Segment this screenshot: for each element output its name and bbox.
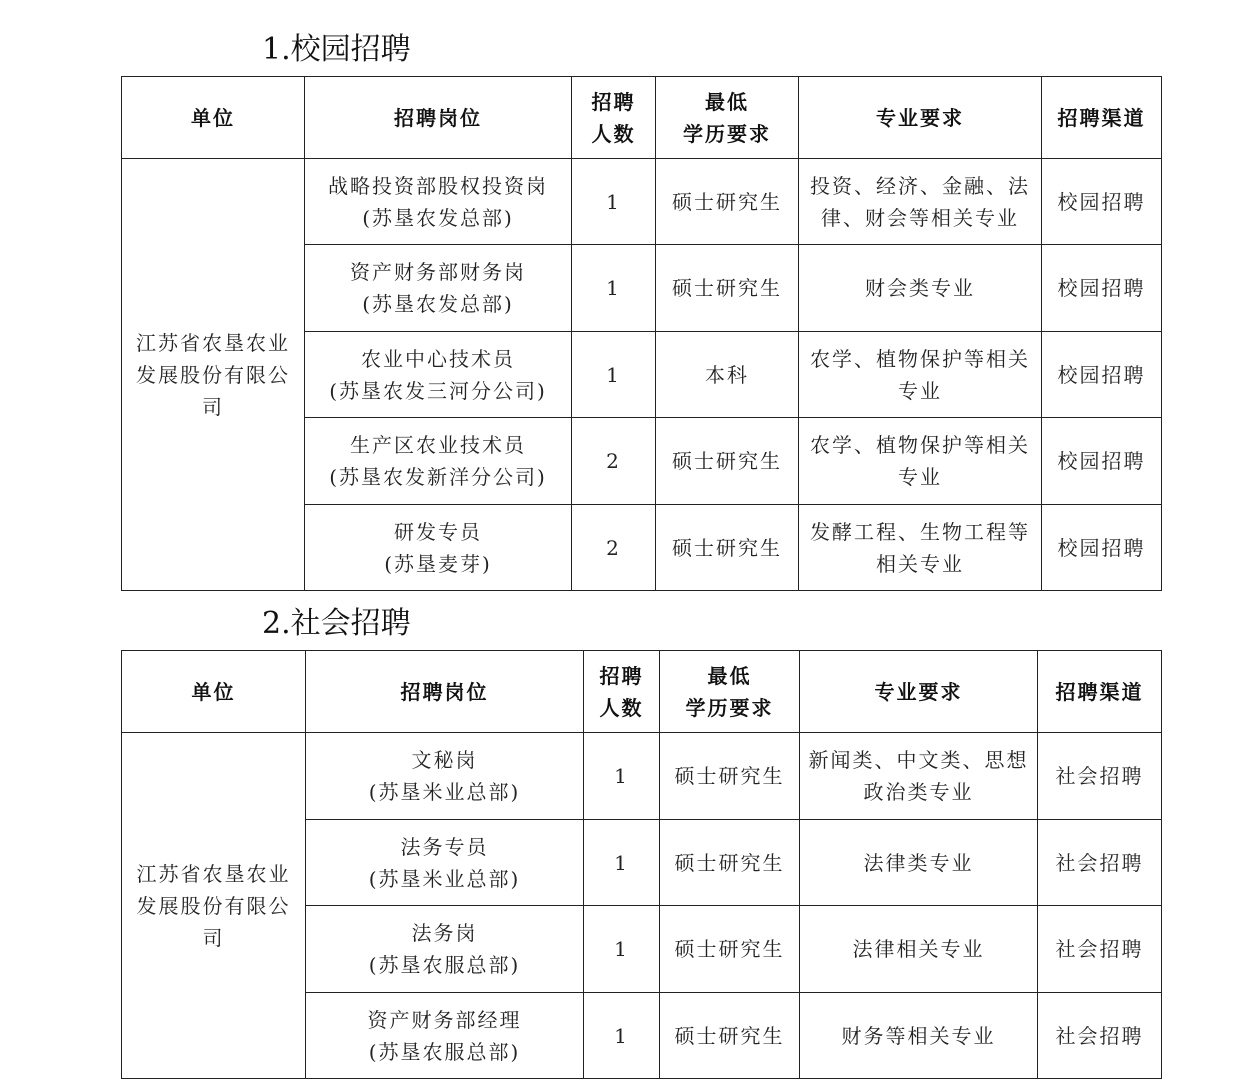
count-cell: 1 (584, 906, 660, 993)
count-cell: 1 (584, 820, 660, 906)
header-position: 招聘岗位 (306, 651, 584, 733)
position-cell: 农业中心技术员 (苏垦农发三河分公司) (305, 332, 572, 418)
education-cell: 硕士研究生 (660, 993, 800, 1079)
count-cell: 1 (572, 159, 656, 245)
header-unit: 单位 (122, 77, 305, 159)
education-cell: 硕士研究生 (660, 906, 800, 993)
header-count: 招聘 人数 (572, 77, 656, 159)
position-cell: 资产财务部财务岗 (苏垦农发总部) (305, 245, 572, 332)
position-cell: 研发专员 (苏垦麦芽) (305, 505, 572, 591)
channel-cell: 社会招聘 (1038, 820, 1162, 906)
header-position: 招聘岗位 (305, 77, 572, 159)
position-cell: 生产区农业技术员 (苏垦农发新洋分公司) (305, 418, 572, 505)
major-cell: 财会类专业 (799, 245, 1042, 332)
header-major: 专业要求 (799, 77, 1042, 159)
header-major: 专业要求 (800, 651, 1038, 733)
major-cell: 农学、植物保护等相关专业 (799, 418, 1042, 505)
education-cell: 硕士研究生 (660, 733, 800, 820)
education-cell: 本科 (656, 332, 799, 418)
education-cell: 硕士研究生 (660, 820, 800, 906)
section-title-campus: 1.校园招聘 (262, 32, 411, 67)
channel-cell: 社会招聘 (1038, 733, 1162, 820)
header-channel: 招聘渠道 (1038, 651, 1162, 733)
unit-cell: 江苏省农垦农业发展股份有限公司 (122, 159, 305, 591)
header-count: 招聘 人数 (584, 651, 660, 733)
position-cell: 资产财务部经理 (苏垦农服总部) (306, 993, 584, 1079)
position-cell: 文秘岗 (苏垦米业总部) (306, 733, 584, 820)
channel-cell: 社会招聘 (1038, 993, 1162, 1079)
header-education: 最低 学历要求 (660, 651, 800, 733)
count-cell: 1 (572, 245, 656, 332)
header-channel: 招聘渠道 (1042, 77, 1162, 159)
education-cell: 硕士研究生 (656, 505, 799, 591)
count-cell: 2 (572, 418, 656, 505)
position-cell: 法务岗 (苏垦农服总部) (306, 906, 584, 993)
table-header-row (122, 77, 1162, 159)
education-cell: 硕士研究生 (656, 159, 799, 245)
channel-cell: 校园招聘 (1042, 332, 1162, 418)
table-row (122, 733, 1162, 820)
channel-cell: 校园招聘 (1042, 505, 1162, 591)
major-cell: 新闻类、中文类、思想政治类专业 (800, 733, 1038, 820)
channel-cell: 校园招聘 (1042, 418, 1162, 505)
major-cell: 法律相关专业 (800, 906, 1038, 993)
major-cell: 发酵工程、生物工程等相关专业 (799, 505, 1042, 591)
position-cell: 法务专员 (苏垦米业总部) (306, 820, 584, 906)
count-cell: 1 (584, 993, 660, 1079)
count-cell: 2 (572, 505, 656, 591)
social-recruitment-table (121, 650, 1162, 1079)
table-row (122, 159, 1162, 245)
table-header-row (122, 651, 1162, 733)
major-cell: 法律类专业 (800, 820, 1038, 906)
header-unit: 单位 (122, 651, 306, 733)
major-cell: 农学、植物保护等相关专业 (799, 332, 1042, 418)
channel-cell: 社会招聘 (1038, 906, 1162, 993)
campus-recruitment-table (121, 76, 1162, 591)
education-cell: 硕士研究生 (656, 245, 799, 332)
major-cell: 投资、经济、金融、法律、财会等相关专业 (799, 159, 1042, 245)
channel-cell: 校园招聘 (1042, 245, 1162, 332)
education-cell: 硕士研究生 (656, 418, 799, 505)
count-cell: 1 (572, 332, 656, 418)
position-cell: 战略投资部股权投资岗 (苏垦农发总部) (305, 159, 572, 245)
section-title-social: 2.社会招聘 (262, 606, 411, 641)
major-cell: 财务等相关专业 (800, 993, 1038, 1079)
count-cell: 1 (584, 733, 660, 820)
header-education: 最低 学历要求 (656, 77, 799, 159)
channel-cell: 校园招聘 (1042, 159, 1162, 245)
unit-cell: 江苏省农垦农业发展股份有限公司 (122, 733, 306, 1079)
